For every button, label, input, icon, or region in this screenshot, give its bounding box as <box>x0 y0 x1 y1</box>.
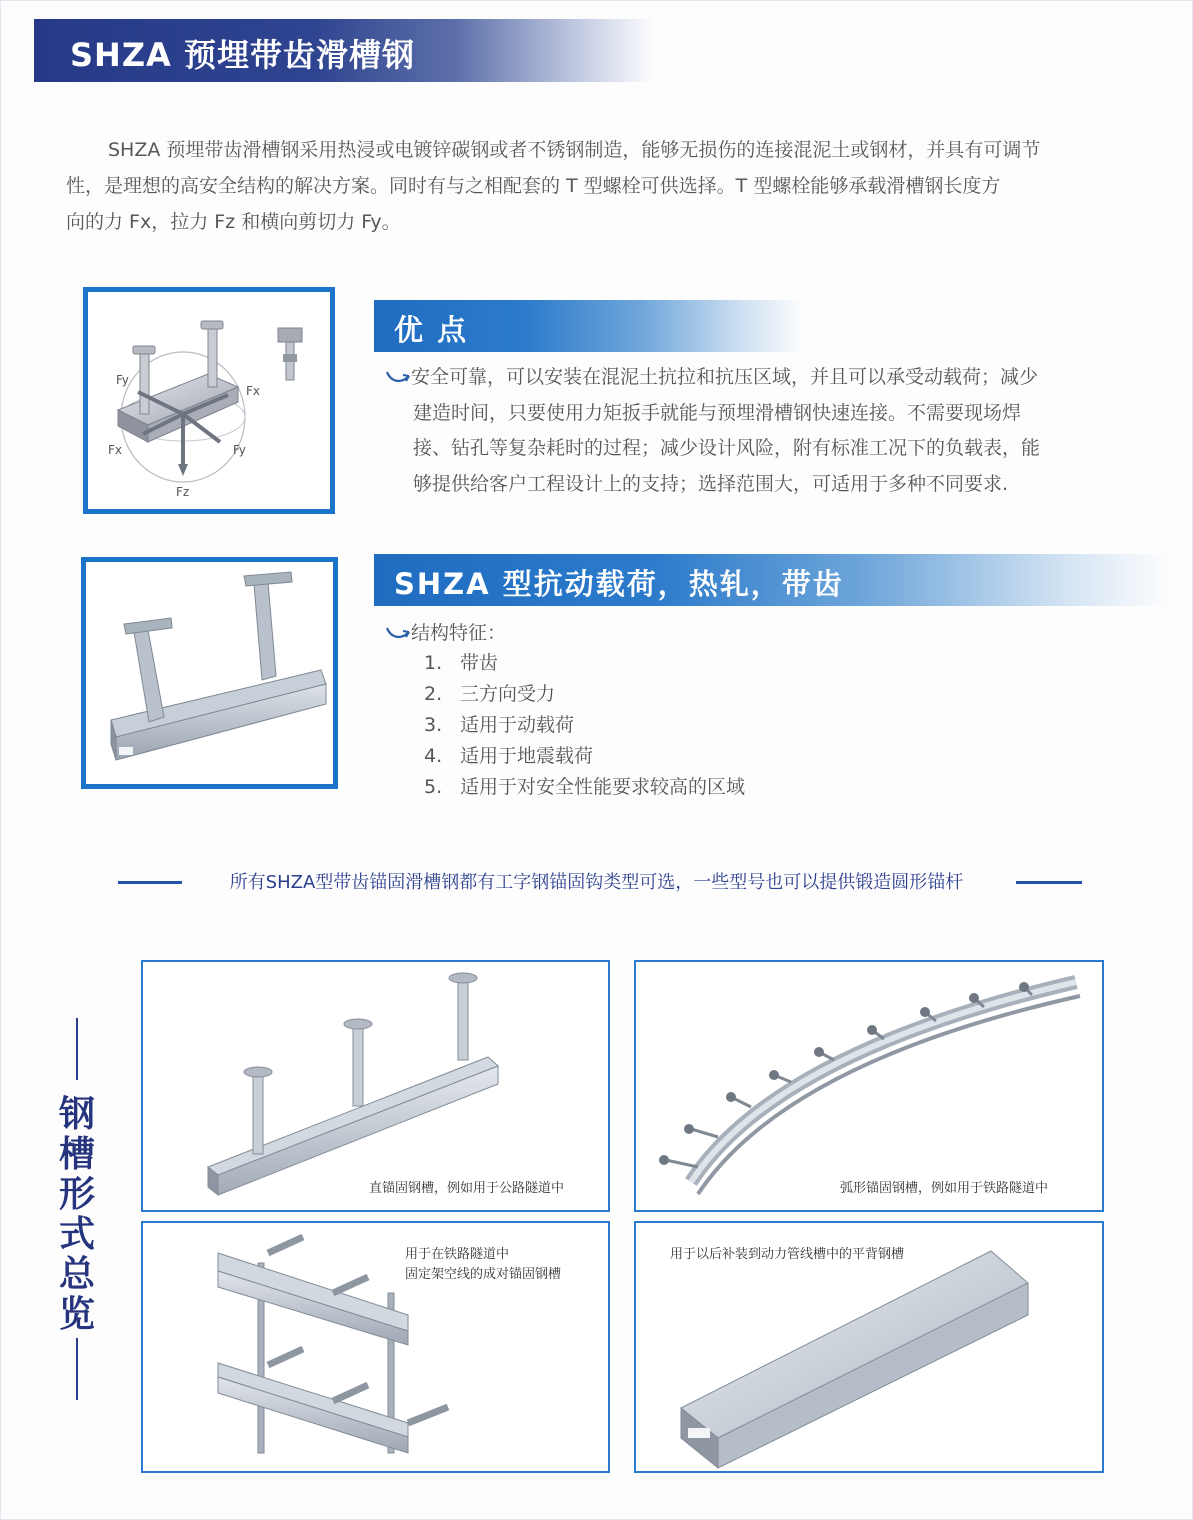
side-title-char: 总 <box>58 1254 95 1295</box>
feature-item <box>424 741 745 772</box>
curved-channel-svg <box>636 962 1102 1210</box>
intro-paragraph <box>66 132 1106 240</box>
advantages-header-bar <box>374 300 804 352</box>
straight-channel-svg <box>143 962 608 1210</box>
straight-channel-panel <box>141 960 610 1212</box>
curved-channel-panel <box>634 960 1104 1212</box>
side-title-char: 槽 <box>58 1134 95 1175</box>
feature-item <box>424 648 745 679</box>
force-diagram-svg <box>88 292 330 509</box>
caption-flat: 用于以后补装到动力管线槽中的平背钢槽 <box>670 1247 905 1262</box>
caption-paired-line-1: 用于在铁路隧道中 <box>405 1247 510 1262</box>
feature-num: 1. <box>424 652 443 674</box>
type-section-title: SHZA 型抗动载荷，热轧，带齿 <box>394 567 844 601</box>
paired-channel-panel <box>141 1221 610 1473</box>
side-title-char: 式 <box>58 1214 95 1255</box>
feature-num: 2. <box>424 683 443 705</box>
feature-text: 适用于对安全性能要求较高的区域 <box>460 776 746 798</box>
feature-label <box>385 618 506 645</box>
feature-text: 适用于地震载荷 <box>460 745 594 767</box>
intro-line-2: 性，是理想的高安全结构的解决方案。同时有与之相配套的 T 型螺栓可供选择。T 型螺栓能够承载滑槽钢长度方 <box>66 175 1001 197</box>
feature-num: 5. <box>424 776 443 798</box>
feature-label-text: 结构特征： <box>411 622 507 644</box>
feature-num: 3. <box>424 714 443 736</box>
feature-item <box>424 772 745 803</box>
force-label-fx-2: Fx <box>108 443 123 457</box>
paired-channel-svg <box>143 1223 608 1471</box>
side-title-char: 形 <box>58 1174 95 1215</box>
page-title: SHZA 预埋带齿滑槽钢 <box>70 36 415 74</box>
caption-straight: 直锚固钢槽，例如用于公路隧道中 <box>369 1181 565 1196</box>
force-diagram-image <box>83 287 335 514</box>
advantages-line-3: 接、钻孔等复杂耗时的过程；减少设计风险，附有标准工况下的负载表，能 <box>413 437 1041 459</box>
force-label-fy-2: Fy <box>233 443 246 457</box>
flat-channel-panel <box>634 1221 1104 1473</box>
force-label-fx-1: Fx <box>246 384 261 398</box>
caption-curved: 弧形锚固钢槽，例如用于铁路隧道中 <box>840 1181 1049 1196</box>
feature-item <box>424 710 745 741</box>
feature-item <box>424 679 745 710</box>
type-section-header-bar <box>374 554 1169 606</box>
channel-product-svg <box>86 562 333 784</box>
swoosh-arrow-icon <box>385 622 411 642</box>
side-title-char: 览 <box>58 1294 95 1335</box>
caption-paired-line-2: 固定架空线的成对锚固钢槽 <box>405 1267 562 1282</box>
overview-side-title <box>55 1095 99 1335</box>
advantages-text <box>385 360 1100 502</box>
side-line-top <box>76 1018 78 1080</box>
advantages-title: 优 点 <box>394 313 469 347</box>
divider-line-right <box>1016 881 1082 884</box>
side-title-char: 钢 <box>58 1094 95 1135</box>
force-label-fy-1: Fy <box>116 373 129 387</box>
advantages-line-4: 够提供给客户工程设计上的支持；选择范围大，可适用于多种不同要求. <box>413 472 1009 495</box>
swoosh-arrow-icon <box>385 366 411 386</box>
divider-text: 所有SHZA型带齿锚固滑槽钢都有工字钢锚固钩类型可选，一些型号也可以提供锻造圆形锚杆 <box>229 872 964 893</box>
feature-text: 带齿 <box>460 652 499 674</box>
feature-text: 适用于动载荷 <box>460 714 575 736</box>
intro-line-1: SHZA 预埋带齿滑槽钢采用热浸或电镀锌碳钢或者不锈钢制造，能够无损伤的连接混泥土或钢材，并具有可调节 <box>108 139 1041 161</box>
advantages-line-2: 建造时间，只要使用力矩扳手就能与预埋滑槽钢快速连接。不需要现场焊 <box>413 401 1022 424</box>
advantages-line-1: 安全可靠，可以安装在混泥土抗拉和抗压区域，并且可以承受动载荷；减少 <box>411 366 1039 388</box>
feature-list <box>424 648 745 803</box>
force-label-fz: Fz <box>176 485 190 499</box>
feature-text: 三方向受力 <box>460 683 556 705</box>
intro-line-3: 向的力 Fx，拉力 Fz 和横向剪切力 Fy。 <box>66 211 401 233</box>
channel-product-image <box>81 557 338 789</box>
title-bar <box>34 19 654 82</box>
feature-num: 4. <box>424 745 443 767</box>
side-line-bottom <box>76 1338 78 1400</box>
